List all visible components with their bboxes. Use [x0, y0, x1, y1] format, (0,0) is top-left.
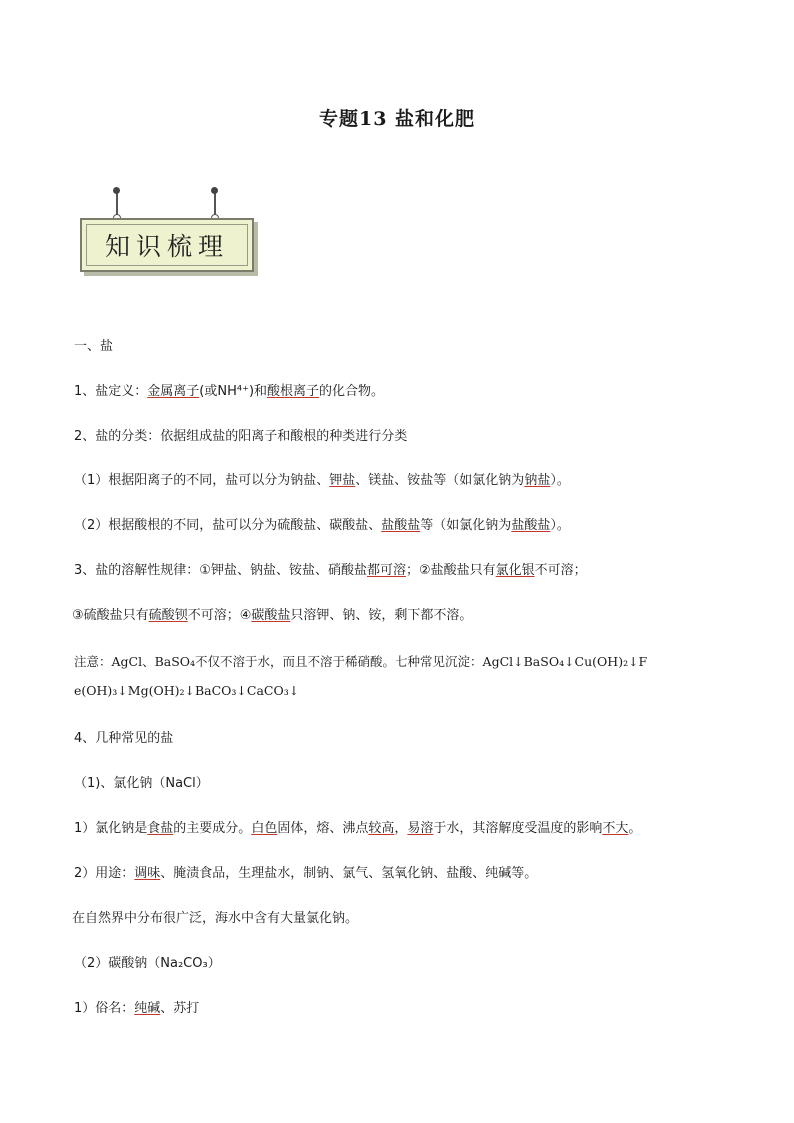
nacl-uses: 2）用途：调味、腌渍食品，生理盐水，制钠、氯气、氢氧化钠、盐酸、纯碱等。 [74, 866, 538, 881]
key-term: 食盐 [147, 821, 174, 836]
key-term: 盐酸盐 [511, 518, 551, 533]
key-term: 易溶 [407, 821, 434, 836]
key-term: 纯碱 [134, 1001, 161, 1016]
nacl-heading: （1)、氯化钠（NaCl） [74, 776, 209, 791]
key-term: 钾盐 [329, 473, 356, 488]
sign-label: 知识梳理 [104, 232, 229, 261]
common-salts-heading: 4、几种常见的盐 [74, 731, 174, 746]
key-term: 氯化银 [495, 563, 535, 578]
sign-board [80, 218, 254, 272]
nacl-distribution: 在自然界中分布很广泛，海水中含有大量氯化钠。 [72, 911, 359, 926]
key-term: 调味 [134, 866, 161, 881]
na2co3-heading: （2）碳酸钠（Na₂CO₃） [74, 956, 221, 971]
section-heading-salt: 一、盐 [74, 339, 114, 354]
na2co3-common-name: 1）俗名：纯碱、苏打 [74, 1001, 200, 1016]
key-term: 金属离子 [147, 384, 200, 399]
key-term: 盐酸盐 [381, 518, 421, 533]
salt-classification: 2、盐的分类：依据组成盐的阳离子和酸根的种类进行分类 [74, 429, 408, 444]
knowledge-sign [80, 190, 260, 274]
key-term: 白色 [251, 821, 278, 836]
precipitate-note-line2: e(OH)₃↓Mg(OH)₂↓BaCO₃↓CaCO₃↓ [74, 683, 300, 698]
solubility-rule-1: 3、盐的溶解性规律：①钾盐、钠盐、铵盐、硝酸盐都可溶；②盐酸盐只有氯化银不可溶； [74, 563, 587, 578]
solubility-rule-2: ③硫酸盐只有硫酸钡不可溶；④碳酸盐只溶钾、钠、铵，剩下都不溶。 [72, 608, 473, 623]
classification-by-cation: （1）根据阳离子的不同，盐可以分为钠盐、钾盐、镁盐、铵盐等（如氯化钠为钠盐）。 [74, 473, 570, 488]
key-term: 碳酸盐 [251, 608, 291, 623]
nail-icon [113, 187, 120, 194]
key-term: 钠盐 [524, 473, 551, 488]
salt-definition: 1、盐定义：金属离子(或NH⁴⁺)和酸根离子的化合物。 [74, 384, 385, 399]
key-term: 不大 [602, 821, 629, 836]
key-term: 硫酸钡 [148, 608, 188, 623]
classification-by-anion: （2）根据酸根的不同，盐可以分为硫酸盐、碳酸盐、盐酸盐等（如氯化钠为盐酸盐）。 [74, 518, 570, 533]
nail-icon [211, 187, 218, 194]
key-term: 较高 [368, 821, 395, 836]
key-term: 酸根离子 [267, 384, 320, 399]
precipitate-note-line1: 注意：AgCl、BaSO₄不仅不溶于水，而且不溶于稀硝酸。七种常见沉淀：AgCl↓BaSO₄↓Cu(OH)₂↓F [74, 654, 648, 669]
nacl-properties: 1）氯化钠是食盐的主要成分。白色固体，熔、沸点较高，易溶于水，其溶解度受温度的影响不大。 [74, 821, 642, 836]
key-term: 都可溶 [366, 563, 406, 578]
page-title: 专题13 盐和化肥 [318, 108, 476, 130]
